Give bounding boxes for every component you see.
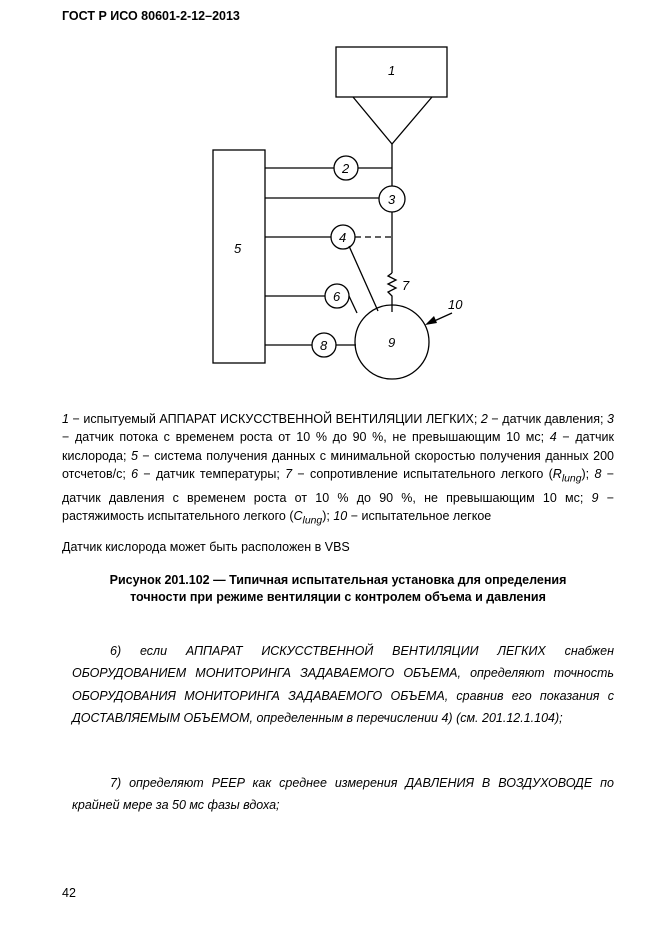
label-8: 8: [320, 338, 328, 353]
label-5: 5: [234, 241, 242, 256]
label-1: 1: [388, 63, 396, 78]
paragraph-item-6: 6) если АППАРАТ ИСКУССТВЕННОЙ ВЕНТИЛЯЦИИ ЛЕГКИХ снабжен ОБОРУДОВАНИЕМ МОНИТОРИНГА ЗАДАВАЕМОГО ОБЪЕМА, определяют точность ОБОРУДОВАНИЯ МОНИТОРИНГА ЗАДАВАЕМОГО ОБЪЕМА, сравнив его показания с ДОСТАВЛЯЕМЫМ ОБЪЕМОМ, определенным в перечислении 4) (см. 201.12.1.104);: [72, 644, 614, 726]
caption-line-1: Рисунок 201.102 — Типичная испытательная установка для определения: [109, 573, 567, 587]
label-10: 10: [448, 297, 463, 312]
figure-legend: 1 − испытуемый АППАРАТ ИСКУССТВЕННОЙ ВЕНТИЛЯЦИИ ЛЕГКИХ; 2 − датчик давления; 3 − датчик потока с временем роста от 10 % до 90 %, не превышающим 10 мс; 4 − датчик кислорода; 5 − система получения данных с минимальной скоростью получения данных 200 отсчетов/с; 6 − датчик температуры; 7 − сопротивление испытательного легкого $(R_{lung})$; 8 − датчик давления с временем роста от 10 % до 90 %, не превышающим 10 мс; 9 − растяжимость испытательного легкого $(C_{lung})$; 10 − испытательное легкое: [62, 412, 615, 527]
resistance-zigzag: [388, 273, 396, 312]
label-3: 3: [388, 192, 396, 207]
figure-caption: [62, 572, 614, 606]
label-6: 6: [333, 289, 341, 304]
caption-line-2: точности при режиме вентиляции с контролем объема и давления: [130, 590, 546, 604]
label-4: 4: [339, 230, 347, 245]
data-acquisition-box: [213, 150, 265, 363]
document-header: ГОСТ Р ИСО 80601-2-12–2013: [62, 9, 240, 23]
label-7: 7: [402, 278, 410, 293]
ventilator-funnel: [353, 97, 432, 144]
label-9: 9: [388, 335, 396, 350]
paragraph-item-7: 7) определяют PEEP как среднее измерения ДАВЛЕНИЯ В ВОЗДУХОВОДЕ по крайней мере за 50 мс фазы вдоха;: [72, 776, 614, 813]
test-setup-diagram: [0, 0, 661, 405]
page-number: 42: [62, 886, 76, 900]
label-2: 2: [342, 161, 350, 176]
figure-note: Датчик кислорода может быть расположен в VBS: [62, 540, 350, 554]
